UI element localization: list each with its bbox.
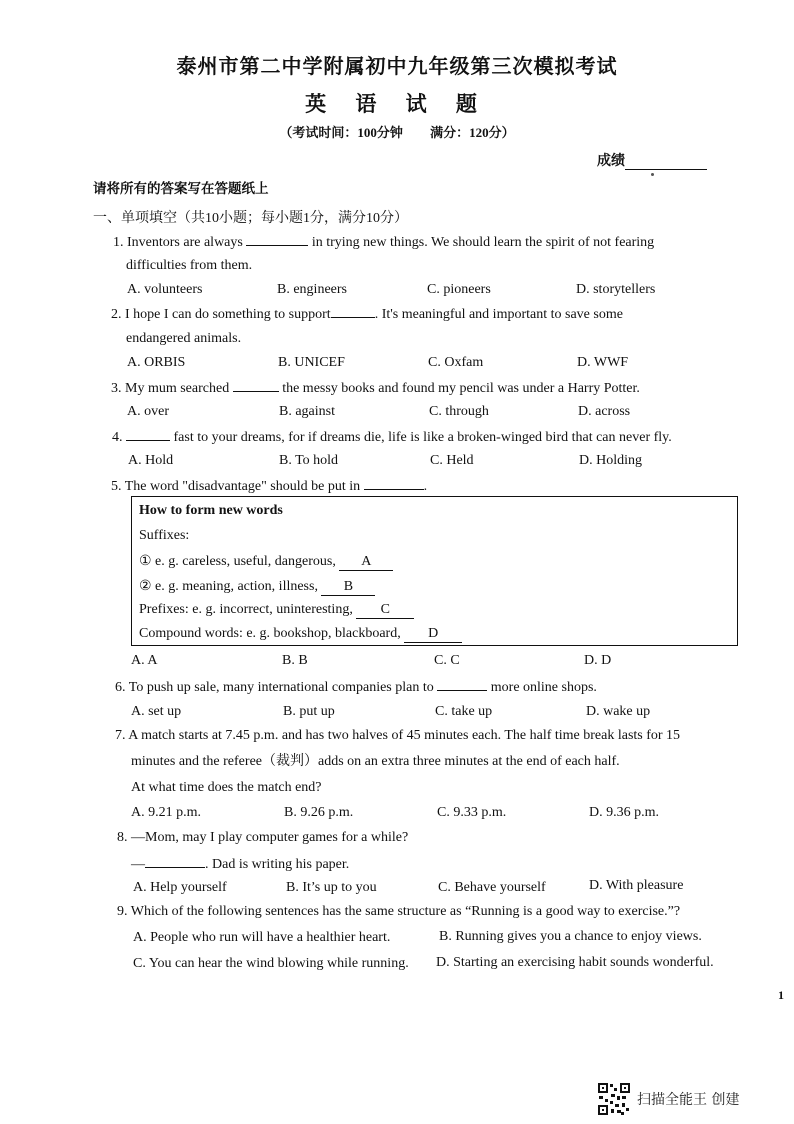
question-2-line2: endangered animals.	[126, 331, 242, 346]
q4-option-a: A. Hold	[128, 453, 174, 468]
qr-code-icon	[597, 1082, 631, 1116]
box-row-1-answer: A	[339, 554, 393, 571]
box-row-3-text: Prefixes: e. g. incorrect, uninteresting,	[139, 602, 353, 617]
q1-option-a: A. volunteers	[127, 282, 203, 297]
box-row-2-answer: B	[321, 579, 375, 596]
scanner-brand-text: 扫描全能王 创建	[637, 1092, 740, 1108]
section-title: 一、单项填空（共10小题；每小题1分，满分10分）	[93, 211, 408, 226]
q1-blank	[246, 233, 308, 246]
question-5-line1	[111, 477, 427, 496]
q1-option-b: B. engineers	[277, 282, 347, 297]
question-2-line1	[111, 305, 623, 324]
exam-title: 泰州市第二中学附属初中九年级第三次模拟考试	[176, 56, 618, 78]
q3-text-b: the messy books and found my pencil was under a Harry Potter.	[282, 381, 640, 396]
box-row-1	[139, 553, 393, 571]
q5-text-a: 5. The word "disadvantage" should be put in	[111, 479, 361, 494]
q6-blank	[437, 678, 487, 691]
q3-option-c: C. through	[429, 404, 489, 419]
box-row-3	[139, 602, 414, 619]
q5-text-b: .	[423, 479, 428, 494]
q7-option-b: B. 9.26 p.m.	[284, 805, 354, 820]
q2-text-a: 2. I hope I can do something to support	[111, 307, 331, 322]
box-heading: How to form new words	[139, 503, 283, 518]
q2-text-b: . It's meaningful and important to save some	[374, 307, 623, 322]
exam-time-info	[0, 122, 794, 141]
question-4-line1	[112, 428, 672, 447]
score-blank	[625, 155, 707, 170]
q2-option-b: B. UNICEF	[278, 355, 345, 370]
q8-dash: —	[131, 857, 145, 872]
q8-text-b: . Dad is writing his paper.	[205, 857, 350, 872]
q8-option-d: D. With pleasure	[589, 878, 684, 893]
q1-text-b: in trying new things. We should learn the spirit of not fearing	[311, 235, 655, 250]
question-1-line1	[113, 233, 654, 252]
q4-option-d: D. Holding	[579, 453, 642, 468]
q5-option-c: C. C	[434, 653, 460, 668]
exam-full-marks: 满分：120分）	[430, 125, 515, 140]
box-row-4-answer: D	[404, 626, 462, 643]
question-8-line1: 8. —Mom, may I play computer games for a while?	[117, 830, 409, 845]
box-row-1-text: ① e. g. careless, useful, dangerous,	[139, 554, 336, 569]
q9-option-c: C. You can hear the wind blowing while running.	[133, 956, 409, 971]
q6-option-c: C. take up	[435, 704, 493, 719]
page-number: 1	[778, 988, 784, 1002]
q6-option-b: B. put up	[283, 704, 335, 719]
q5-blank	[364, 477, 424, 490]
q9-option-d: D. Starting an exercising habit sounds wonderful.	[436, 955, 714, 970]
q9-option-a: A. People who run will have a healthier heart.	[133, 930, 391, 945]
q1-option-d: D. storytellers	[576, 282, 656, 297]
q8-option-a: A. Help yourself	[133, 880, 227, 895]
q6-text-b: more online shops.	[490, 680, 597, 695]
q8-blank	[145, 855, 205, 868]
question-7-line1: 7. A match starts at 7.45 p.m. and has two halves of 45 minutes each. The half time break lasts for 15	[115, 728, 681, 743]
q9-option-b: B. Running gives you a chance to enjoy views.	[439, 929, 702, 944]
q6-text-a: 6. To push up sale, many international companies plan to	[115, 680, 434, 695]
q7-option-c: C. 9.33 p.m.	[437, 805, 507, 820]
q3-text-a: 3. My mum searched	[111, 381, 230, 396]
score-label: 成绩	[597, 154, 625, 169]
q2-option-d: D. WWF	[577, 355, 629, 370]
question-7-line3: At what time does the match end?	[131, 780, 322, 795]
q3-option-a: A. over	[127, 404, 169, 419]
box-row-4-text: Compound words: e. g. bookshop, blackboard,	[139, 626, 401, 641]
question-1-line2: difficulties from them.	[126, 258, 253, 273]
q8-option-c: C. Behave yourself	[438, 880, 546, 895]
q4-text-b: fast to your dreams, for if dreams die, life is like a broken-winged bird that can never fly.	[173, 430, 672, 445]
box-suffixes: Suffixes:	[139, 528, 190, 543]
question-3-line1	[111, 379, 640, 398]
q3-blank	[233, 379, 279, 392]
scan-speck	[651, 173, 654, 176]
q8-option-b: B. It’s up to you	[286, 880, 377, 895]
q6-option-d: D. wake up	[586, 704, 651, 719]
q7-option-a: A. 9.21 p.m.	[131, 805, 201, 820]
q4-option-b: B. To hold	[279, 453, 339, 468]
question-8-line2	[131, 855, 349, 874]
q7-option-d: D. 9.36 p.m.	[589, 805, 659, 820]
question-9-line1: 9. Which of the following sentences has the same structure as “Running is a good way to exercise.”?	[117, 904, 681, 919]
q5-option-a: A. A	[131, 653, 158, 668]
box-row-3-answer: C	[356, 602, 414, 619]
q6-option-a: A. set up	[131, 704, 182, 719]
exam-time: （考试时间：100分钟	[279, 125, 403, 140]
q1-text-a: 1. Inventors are always	[113, 235, 243, 250]
q2-option-c: C. Oxfam	[428, 355, 484, 370]
q4-option-c: C. Held	[430, 453, 474, 468]
box-row-2	[139, 578, 375, 596]
q5-option-b: B. B	[282, 653, 308, 668]
q5-option-d: D. D	[584, 653, 612, 668]
instruction: 请将所有的答案写在答题纸上	[93, 181, 269, 196]
box-row-4	[139, 626, 462, 643]
box-row-2-text: ② e. g. meaning, action, illness,	[139, 579, 318, 594]
exam-subtitle: 英 语 试 题	[305, 92, 489, 116]
q1-option-c: C. pioneers	[427, 282, 491, 297]
q4-blank	[126, 428, 170, 441]
score-field	[597, 150, 707, 170]
q2-blank	[331, 305, 375, 318]
question-6-line1	[115, 678, 597, 697]
word-formation-box	[131, 496, 738, 646]
q3-option-d: D. across	[578, 404, 631, 419]
scanner-watermark	[597, 1082, 739, 1116]
q4-text-a: 4.	[112, 430, 123, 445]
question-7-line2: minutes and the referee（裁判）adds on an extra three minutes at the end of each half.	[131, 754, 620, 769]
q3-option-b: B. against	[279, 404, 335, 419]
q2-option-a: A. ORBIS	[127, 355, 186, 370]
